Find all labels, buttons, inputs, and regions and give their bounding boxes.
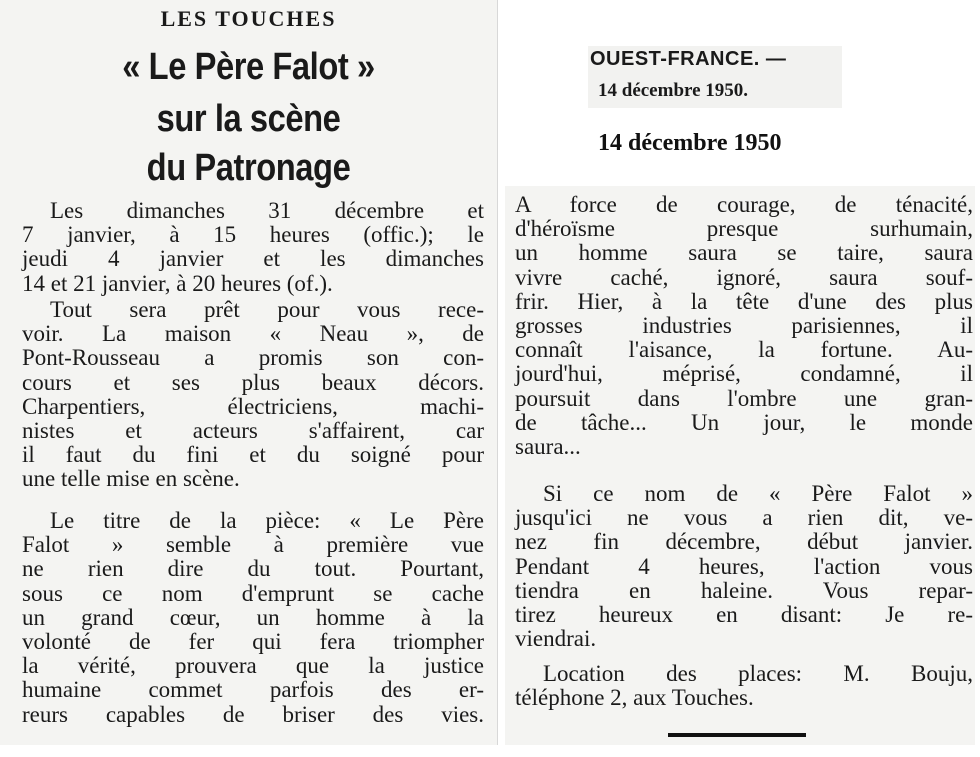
text-line: téléphone 2, aux Touches. <box>515 685 754 711</box>
text-line: poursuit dans l'ombre une gran- <box>515 385 973 411</box>
text-line: Tout sera prêt pour vous rece- <box>50 297 484 322</box>
left-paragraph-2 <box>22 298 484 492</box>
right-paragraph-1 <box>515 193 973 459</box>
text-line: vivre caché, ignoré, saura souf- <box>515 264 973 290</box>
text-line: viendrai. <box>515 626 597 652</box>
text-line: un grand cœur, un homme à la <box>22 604 484 630</box>
text-line: connaît l'aisance, la fortune. Au- <box>515 337 973 363</box>
text-line: reurs capables de briser des vies. <box>22 701 484 727</box>
text-line: de tâche... Un jour, le monde <box>515 409 973 435</box>
article-kicker: LES TOUCHES <box>160 6 337 31</box>
headline-line-2: sur la scène <box>156 98 341 140</box>
text-line: Falot » semble à première vue <box>22 532 484 558</box>
text-line: voir. La maison « Neau », de <box>22 321 484 347</box>
text-line: sous ce nom d'emprunt se cache <box>22 580 484 606</box>
text-line: frir. Hier, à la tête d'une des plus <box>515 288 973 314</box>
text-line: volonté de fer qui fera triompher <box>22 629 484 655</box>
text-line: jourd'hui, méprisé, condamné, il <box>515 361 973 387</box>
text-line: nez fin décembre, début janvier. <box>515 529 973 555</box>
headline-line-3: du Patronage <box>146 147 351 189</box>
text-line: 14 et 21 janvier, à 20 heures (of.). <box>22 270 333 296</box>
newspaper-date: 14 décembre 1950. <box>598 80 749 101</box>
text-line: jeudi 4 janvier et les dimanches <box>22 246 484 272</box>
caption-date: 14 décembre 1950 <box>598 130 782 156</box>
right-paragraph-2 <box>515 482 973 651</box>
text-line: Location des places: M. Bouju, <box>543 661 973 686</box>
left-paragraph-3 <box>22 509 484 727</box>
text-line: tiendra en haleine. Vous repar- <box>515 577 973 603</box>
text-line: cours et ses plus beaux décors. <box>22 369 484 395</box>
text-line: Charpentiers, électriciens, machi- <box>22 393 484 419</box>
right-article-clipping <box>505 186 975 746</box>
text-line: d'héroïsme presque surhumain, <box>515 216 973 242</box>
headline-line-1: « Le Père Falot » <box>122 46 375 88</box>
end-of-article-rule <box>668 733 806 737</box>
text-line: Pendant 4 heures, l'action vous <box>515 553 973 579</box>
text-line: nistes et acteurs s'affairent, car <box>22 418 484 444</box>
text-line: une telle mise en scène. <box>22 466 240 492</box>
text-line: 7 janvier, à 15 heures (offic.); le <box>22 222 484 248</box>
text-line: jusqu'ici ne vous a rien dit, ve- <box>515 505 973 531</box>
text-line: un homme saura se taire, saura <box>515 240 973 266</box>
text-line: Pont-Rousseau a promis son con- <box>22 345 484 371</box>
text-line: Les dimanches 31 décembre et <box>50 198 484 223</box>
text-line: il faut du fini et du soigné pour <box>22 442 484 468</box>
text-line: saura... <box>515 434 581 460</box>
right-paragraph-3 <box>515 662 973 710</box>
newspaper-name: OUEST-FRANCE. — <box>590 48 787 70</box>
text-line: la vérité, prouvera que la justice <box>22 653 484 679</box>
text-line: tirez heureux en disant: Je re- <box>515 602 973 628</box>
text-line: humaine commet parfois des er- <box>22 677 484 703</box>
text-line: A force de courage, de ténacité, <box>515 192 973 217</box>
text-line: grosses industries parisiennes, il <box>515 313 973 339</box>
text-line: Si ce nom de « Père Falot » <box>543 481 973 506</box>
text-line: ne rien dire du tout. Pourtant, <box>22 556 484 582</box>
left-paragraph-1 <box>22 199 484 296</box>
text-line: Le titre de la pièce: « Le Père <box>50 508 484 533</box>
bottom-margin <box>0 745 980 757</box>
